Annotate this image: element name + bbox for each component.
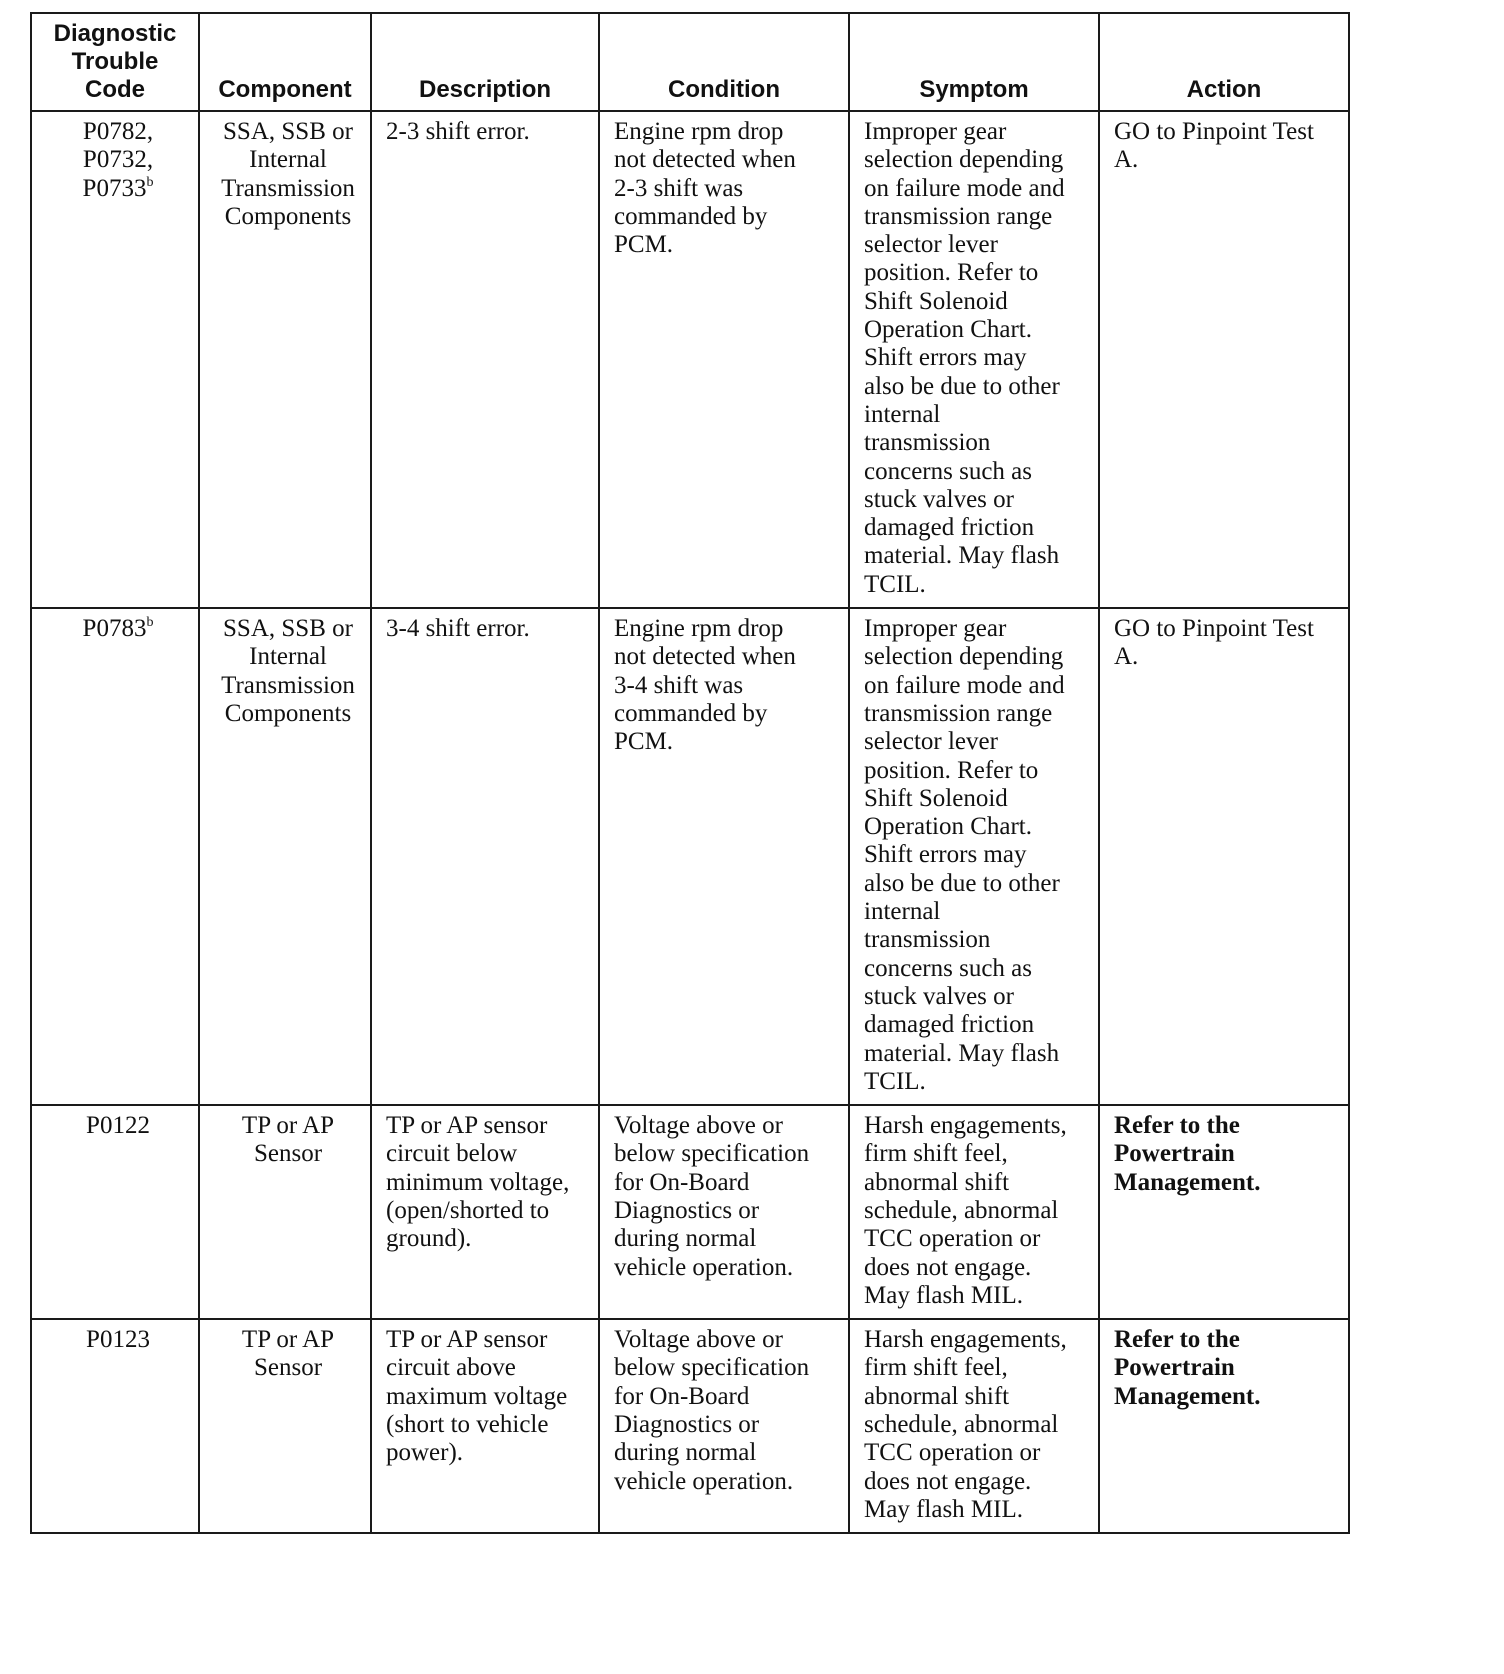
- symptom-line: selection depending: [864, 146, 1064, 174]
- symptom-line: transmission range: [864, 202, 1053, 230]
- description-line: maximum voltage: [386, 1382, 568, 1410]
- component-line: Sensor: [253, 1354, 323, 1382]
- action-line: Powertrain: [1114, 1140, 1235, 1168]
- component-line: Internal: [249, 146, 327, 174]
- component-line: TP or AP: [241, 1326, 335, 1354]
- condition-line: for On-Board: [614, 1382, 750, 1410]
- description-line: 2-3 shift error.: [386, 118, 530, 145]
- symptom-line: May flash MIL.: [864, 1495, 1023, 1523]
- symptom-line: Improper gear: [864, 615, 1007, 643]
- description-line: ground).: [386, 1225, 472, 1253]
- action-line: Management.: [1114, 1382, 1261, 1410]
- action-line: GO to Pinpoint Test: [1114, 118, 1314, 145]
- footnote-marker: b: [146, 174, 154, 190]
- component-line: Components: [224, 202, 352, 230]
- condition-line: PCM.: [614, 728, 674, 756]
- symptom-line: internal: [864, 898, 941, 926]
- condition-cell: [599, 608, 849, 1105]
- condition-line: during normal: [614, 1225, 757, 1253]
- action-cell: [1099, 1105, 1349, 1319]
- condition-line: below specification: [614, 1354, 810, 1382]
- code-line: P0122: [86, 1112, 150, 1140]
- symptom-line: firm shift feel,: [864, 1354, 1008, 1382]
- component-cell: [199, 608, 371, 1105]
- symptom-line: Shift Solenoid: [864, 287, 1008, 315]
- symptom-line: concerns such as: [864, 954, 1032, 982]
- component-line: SSA, SSB or: [223, 615, 353, 643]
- symptom-line: also be due to other: [864, 869, 1060, 897]
- symptom-line: on failure mode and: [864, 671, 1065, 699]
- code-cell: [31, 1319, 199, 1533]
- code-cell: [31, 608, 199, 1105]
- action-line: Management.: [1114, 1168, 1261, 1196]
- condition-line: commanded by: [614, 699, 768, 727]
- description-line: circuit above: [386, 1354, 516, 1382]
- symptom-line: May flash MIL.: [864, 1281, 1023, 1309]
- code-line: P0782,: [82, 118, 154, 145]
- action-line: GO to Pinpoint Test: [1114, 615, 1314, 643]
- code-line: P0783: [82, 615, 147, 643]
- description-line: TP or AP sensor: [386, 1326, 548, 1354]
- symptom-line: schedule, abnormal: [864, 1196, 1059, 1224]
- symptom-line: does not engage.: [864, 1253, 1032, 1281]
- condition-line: 3-4 shift was: [614, 671, 744, 699]
- symptom-line: abnormal shift: [864, 1382, 1010, 1410]
- condition-cell: [599, 1319, 849, 1533]
- symptom-line: Shift errors may: [864, 344, 1027, 372]
- condition-line: vehicle operation.: [614, 1467, 794, 1495]
- code-cell: [31, 111, 199, 608]
- condition-line: Diagnostics or: [614, 1196, 760, 1224]
- symptom-line: material. May flash: [864, 542, 1060, 570]
- table-row: [31, 1319, 1349, 1533]
- component-cell: [199, 1319, 371, 1533]
- symptom-line: on failure mode and: [864, 174, 1065, 202]
- condition-line: commanded by: [614, 202, 768, 230]
- condition-line: not detected when: [614, 643, 796, 671]
- condition-line: not detected when: [614, 146, 796, 174]
- component-line: Transmission: [221, 671, 355, 699]
- condition-line: Voltage above or: [614, 1112, 783, 1140]
- description-line: TP or AP sensor: [386, 1112, 548, 1140]
- component-line: Components: [224, 699, 352, 727]
- symptom-line: Improper gear: [864, 118, 1007, 145]
- symptom-line: damaged friction: [864, 514, 1035, 542]
- condition-line: Diagnostics or: [614, 1411, 760, 1439]
- symptom-line: transmission range: [864, 699, 1053, 727]
- description-cell: [371, 1105, 599, 1319]
- symptom-cell: [849, 111, 1099, 608]
- condition-line: vehicle operation.: [614, 1253, 794, 1281]
- symptom-line: selector lever: [864, 231, 998, 259]
- symptom-line: selector lever: [864, 728, 998, 756]
- symptom-line: stuck valves or: [864, 485, 1014, 513]
- condition-line: 2-3 shift was: [614, 174, 744, 202]
- symptom-line: firm shift feel,: [864, 1140, 1008, 1168]
- header-code: Diagnostic Trouble Code: [31, 13, 199, 111]
- symptom-cell: [849, 608, 1099, 1105]
- dtc-table-page: [30, 12, 1350, 1534]
- condition-cell: [599, 1105, 849, 1319]
- code-line: P0733: [82, 174, 147, 202]
- header-row: [31, 13, 1349, 111]
- symptom-line: Operation Chart.: [864, 316, 1033, 344]
- code-line: [46, 175, 190, 203]
- code-line: [46, 615, 190, 643]
- symptom-line: stuck valves or: [864, 982, 1014, 1010]
- symptom-line: Shift errors may: [864, 841, 1027, 869]
- condition-line: during normal: [614, 1439, 757, 1467]
- condition-line: for On-Board: [614, 1168, 750, 1196]
- condition-line: below specification: [614, 1140, 810, 1168]
- symptom-line: concerns such as: [864, 457, 1032, 485]
- action-line: A.: [1114, 643, 1139, 671]
- component-line: Transmission: [221, 174, 355, 202]
- component-cell: [199, 1105, 371, 1319]
- symptom-line: Operation Chart.: [864, 813, 1033, 841]
- symptom-line: also be due to other: [864, 372, 1060, 400]
- header-condition: Condition: [599, 13, 849, 111]
- dtc-table: [30, 12, 1350, 1534]
- symptom-line: transmission: [864, 429, 991, 457]
- action-line: Powertrain: [1114, 1354, 1235, 1382]
- code-cell: [31, 1105, 199, 1319]
- condition-line: PCM.: [614, 231, 674, 259]
- component-line: Sensor: [253, 1140, 323, 1168]
- component-line: SSA, SSB or: [223, 118, 353, 145]
- action-line: Refer to the: [1114, 1326, 1240, 1354]
- condition-line: Voltage above or: [614, 1326, 783, 1354]
- code-line: P0123: [86, 1326, 150, 1354]
- action-cell: [1099, 1319, 1349, 1533]
- symptom-line: TCIL.: [864, 1067, 926, 1095]
- symptom-line: transmission: [864, 926, 991, 954]
- symptom-line: TCC operation or: [864, 1225, 1041, 1253]
- symptom-line: TCC operation or: [864, 1439, 1041, 1467]
- symptom-line: selection depending: [864, 643, 1064, 671]
- symptom-cell: [849, 1105, 1099, 1319]
- condition-line: Engine rpm drop: [614, 615, 784, 643]
- symptom-line: schedule, abnormal: [864, 1411, 1059, 1439]
- action-cell: [1099, 111, 1349, 608]
- description-cell: [371, 608, 599, 1105]
- symptom-line: does not engage.: [864, 1467, 1032, 1495]
- component-line: Internal: [249, 643, 327, 671]
- symptom-line: Harsh engagements,: [864, 1112, 1067, 1140]
- symptom-line: TCIL.: [864, 570, 926, 598]
- symptom-line: position. Refer to: [864, 259, 1039, 287]
- description-line: 3-4 shift error.: [386, 615, 530, 643]
- description-line: power).: [386, 1439, 464, 1467]
- description-line: minimum voltage,: [386, 1168, 570, 1196]
- symptom-line: position. Refer to: [864, 756, 1039, 784]
- table-row: [31, 1105, 1349, 1319]
- action-cell: [1099, 608, 1349, 1105]
- footnote-marker: b: [146, 615, 154, 631]
- symptom-line: Shift Solenoid: [864, 784, 1008, 812]
- symptom-line: internal: [864, 400, 941, 428]
- code-line: P0732,: [82, 146, 154, 174]
- header-symptom: Symptom: [849, 13, 1099, 111]
- table-row: [31, 111, 1349, 608]
- description-line: (short to vehicle: [386, 1411, 549, 1439]
- header-action: Action: [1099, 13, 1349, 111]
- condition-line: Engine rpm drop: [614, 118, 784, 145]
- symptom-line: Harsh engagements,: [864, 1326, 1067, 1354]
- component-cell: [199, 111, 371, 608]
- action-line: A.: [1114, 146, 1139, 174]
- symptom-line: material. May flash: [864, 1039, 1060, 1067]
- symptom-line: abnormal shift: [864, 1168, 1010, 1196]
- component-line: TP or AP: [241, 1112, 335, 1140]
- symptom-cell: [849, 1319, 1099, 1533]
- table-row: [31, 608, 1349, 1105]
- symptom-line: damaged friction: [864, 1011, 1035, 1039]
- description-line: (open/shorted to: [386, 1196, 550, 1224]
- description-cell: [371, 1319, 599, 1533]
- header-component: Component: [199, 13, 371, 111]
- description-line: circuit below: [386, 1140, 518, 1168]
- condition-cell: [599, 111, 849, 608]
- header-description: Description: [371, 13, 599, 111]
- action-line: Refer to the: [1114, 1112, 1240, 1140]
- description-cell: [371, 111, 599, 608]
